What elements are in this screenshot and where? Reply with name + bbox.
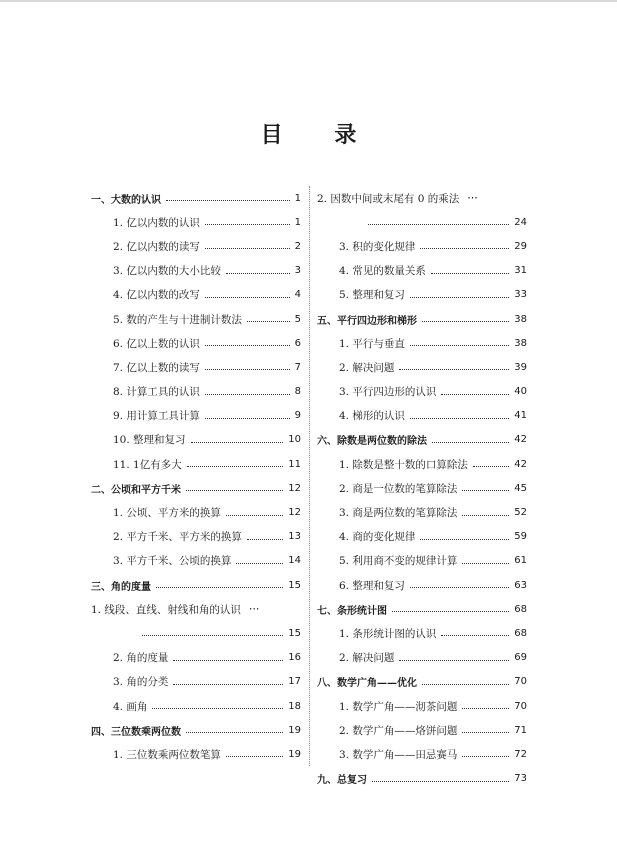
toc-entry-label: 2. 平方千米、平方米的换算 bbox=[113, 531, 242, 544]
toc-entry-label: 六、除数是两位数的除法 bbox=[317, 436, 427, 448]
toc-leader-dots bbox=[236, 562, 283, 564]
toc-leader-dots bbox=[441, 634, 509, 636]
toc-leader-dots bbox=[173, 683, 283, 685]
toc-page-number: 70 bbox=[514, 700, 527, 712]
toc-entry-label: 8. 计算工具的认识 bbox=[113, 386, 200, 399]
toc-page-number: 15 bbox=[288, 627, 301, 639]
toc-section-entry[interactable] bbox=[317, 646, 527, 670]
toc-page-number: 42 bbox=[514, 434, 527, 446]
toc-entry-label: 五、平行四边形和梯形 bbox=[317, 315, 417, 327]
toc-entry-label: 八、数学广角——优化 bbox=[317, 678, 417, 690]
toc-leader-dots bbox=[462, 514, 509, 516]
toc-page-number: 14 bbox=[288, 555, 301, 567]
toc-section-entry[interactable] bbox=[317, 694, 527, 718]
toc-leader-continued: ⋯ bbox=[248, 603, 261, 616]
toc-section-entry[interactable] bbox=[91, 283, 301, 307]
toc-entry-label: 5. 利用商不变的规律计算 bbox=[339, 555, 458, 568]
toc-leader-dots bbox=[462, 755, 509, 757]
toc-leader-dots bbox=[420, 247, 509, 249]
toc-page-number: 6 bbox=[294, 337, 301, 349]
toc-entry-label: 1. 数学广角——沏茶问题 bbox=[339, 700, 458, 713]
toc-chapter-entry[interactable] bbox=[317, 767, 527, 791]
toc-page-number: 72 bbox=[514, 748, 527, 760]
toc-section-entry[interactable] bbox=[317, 380, 527, 404]
toc-section-entry[interactable] bbox=[317, 452, 527, 476]
toc-page-number: 10 bbox=[288, 434, 301, 446]
toc-section-entry[interactable] bbox=[317, 186, 527, 210]
toc-page-number: 70 bbox=[514, 676, 527, 688]
toc-page-number: 71 bbox=[514, 724, 527, 736]
toc-page-number: 42 bbox=[514, 458, 527, 470]
toc-entry-label: 2. 角的度量 bbox=[113, 652, 169, 665]
toc-entry-label: 5. 数的产生与十进制计数法 bbox=[113, 313, 242, 326]
toc-leader-dots bbox=[226, 755, 283, 757]
toc-entry-label: 1. 三位数乘两位数笔算 bbox=[113, 748, 221, 761]
toc-section-entry[interactable] bbox=[91, 331, 301, 355]
toc-entry-label: 11. 1亿有多大 bbox=[113, 458, 182, 471]
toc-entry-label: 三、角的度量 bbox=[91, 581, 151, 593]
toc-leader-dots bbox=[205, 247, 290, 249]
toc-section-entry[interactable] bbox=[91, 597, 301, 621]
toc-page-number: 2 bbox=[294, 240, 301, 252]
toc-section-entry[interactable] bbox=[91, 259, 301, 283]
toc-leader-dots bbox=[173, 659, 283, 661]
toc-chapter-entry[interactable] bbox=[91, 476, 301, 500]
toc-entry-label: 1. 除数是整十数的口算除法 bbox=[339, 458, 468, 471]
toc-leader-dots bbox=[205, 344, 290, 346]
toc-page-number: 68 bbox=[514, 627, 527, 639]
toc-leader-dots bbox=[410, 344, 509, 346]
toc-page-number: 19 bbox=[288, 748, 301, 760]
toc-page-number: 12 bbox=[288, 482, 301, 494]
toc-entry-label: 3. 平方千米、公顷的换算 bbox=[113, 555, 232, 568]
toc-entry-label: 2. 数学广角——烙饼问题 bbox=[339, 724, 458, 737]
toc-page-number: 4 bbox=[294, 289, 301, 301]
toc-leader-dots bbox=[247, 538, 283, 540]
toc-entry-label: 1. 亿以内数的认识 bbox=[113, 216, 200, 229]
toc-entry-label: 5. 整理和复习 bbox=[339, 289, 405, 302]
toc-leader-dots bbox=[205, 223, 290, 225]
toc-page-number: 45 bbox=[514, 482, 527, 494]
toc-chapter-entry[interactable] bbox=[317, 597, 527, 621]
toc-page-number: 12 bbox=[288, 507, 301, 519]
toc-page-number: 15 bbox=[288, 579, 301, 591]
toc-page-number: 31 bbox=[514, 265, 527, 277]
toc-entry-label: 4. 画角 bbox=[113, 700, 148, 713]
toc-leader-dots bbox=[205, 368, 290, 370]
toc-entry-label: 2. 商是一位数的笔算除法 bbox=[339, 482, 458, 495]
toc-chapter-entry[interactable] bbox=[317, 670, 527, 694]
toc-leader-dots bbox=[186, 731, 283, 733]
toc-page-number: 24 bbox=[514, 216, 527, 228]
toc-page-number: 38 bbox=[514, 313, 527, 325]
toc-leader-dots bbox=[422, 683, 509, 685]
toc-leader-dots bbox=[186, 489, 283, 491]
toc-page-number: 1 bbox=[294, 216, 301, 228]
toc-entry-label: 6. 亿以上数的认识 bbox=[113, 337, 200, 350]
toc-entry-label: 4. 梯形的认识 bbox=[339, 410, 405, 423]
toc-section-entry[interactable] bbox=[91, 549, 301, 573]
toc-entry-label: 七、条形统计图 bbox=[317, 605, 387, 617]
toc-page-number: 40 bbox=[514, 386, 527, 398]
toc-entry-label: 2. 解决问题 bbox=[339, 361, 395, 374]
toc-page-number: 33 bbox=[514, 289, 527, 301]
toc-leader-dots bbox=[205, 296, 290, 298]
toc-section-entry[interactable] bbox=[317, 742, 527, 766]
toc-leader-dots bbox=[191, 441, 284, 443]
toc-leader-dots bbox=[431, 272, 509, 274]
toc-right-column bbox=[317, 186, 527, 791]
toc-page-number: 29 bbox=[514, 240, 527, 252]
toc-entry-label: 7. 亿以上数的读写 bbox=[113, 361, 200, 374]
toc-leader-dots bbox=[410, 296, 509, 298]
toc-leader-dots bbox=[226, 272, 290, 274]
toc-leader-dots bbox=[420, 538, 509, 540]
toc-leader-dots bbox=[142, 634, 283, 636]
toc-page-number: 63 bbox=[514, 579, 527, 591]
toc-entry-label: 1. 公顷、平方米的换算 bbox=[113, 507, 221, 520]
toc-leader-dots bbox=[187, 465, 284, 467]
page-top-border bbox=[0, 0, 617, 2]
toc-chapter-entry[interactable] bbox=[317, 428, 527, 452]
toc-leader-dots bbox=[399, 659, 509, 661]
toc-entry-continuation[interactable] bbox=[91, 621, 301, 645]
toc-page-number: 59 bbox=[514, 531, 527, 543]
toc-page-number: 17 bbox=[288, 676, 301, 688]
toc-leader-dots bbox=[432, 441, 509, 443]
toc-entry-label: 四、三位数乘两位数 bbox=[91, 726, 181, 738]
toc-page-number: 9 bbox=[294, 410, 301, 422]
toc-page-number: 19 bbox=[288, 724, 301, 736]
toc-page-number: 11 bbox=[288, 458, 301, 470]
toc-section-entry[interactable] bbox=[317, 234, 527, 258]
toc-section-entry[interactable] bbox=[91, 307, 301, 331]
toc-page-number: 38 bbox=[514, 337, 527, 349]
toc-leader-dots bbox=[410, 417, 509, 419]
toc-entry-label: 3. 角的分类 bbox=[113, 676, 169, 689]
toc-entry-label: 3. 商是两位数的笔算除法 bbox=[339, 507, 458, 520]
toc-entry-label: 3. 亿以内数的大小比较 bbox=[113, 265, 221, 278]
toc-section-entry[interactable] bbox=[317, 500, 527, 524]
toc-entry-label: 二、公顷和平方千米 bbox=[91, 484, 181, 496]
toc-leader-continued: ⋯ bbox=[467, 192, 479, 205]
toc-section-entry[interactable] bbox=[91, 742, 301, 766]
toc-page-number: 69 bbox=[514, 652, 527, 664]
toc-entry-label: 一、大数的认识 bbox=[91, 194, 161, 206]
toc-entry-label: 6. 整理和复习 bbox=[339, 579, 405, 592]
toc-section-entry[interactable] bbox=[91, 234, 301, 258]
toc-section-entry[interactable] bbox=[91, 525, 301, 549]
toc-section-entry[interactable] bbox=[91, 500, 301, 524]
toc-section-entry[interactable] bbox=[317, 283, 527, 307]
toc-section-entry[interactable] bbox=[317, 259, 527, 283]
toc-left-column bbox=[91, 186, 301, 767]
toc-section-entry[interactable] bbox=[91, 355, 301, 379]
toc-entry-label: 2. 亿以内数的读写 bbox=[113, 240, 200, 253]
toc-leader-dots bbox=[462, 489, 509, 491]
toc-page-number: 1 bbox=[294, 192, 301, 204]
toc-section-entry[interactable] bbox=[317, 718, 527, 742]
toc-leader-dots bbox=[368, 223, 509, 225]
toc-page-number: 13 bbox=[288, 531, 301, 543]
toc-entry-label: 1. 平行与垂直 bbox=[339, 337, 405, 350]
toc-leader-dots bbox=[422, 320, 509, 322]
toc-leader-dots bbox=[156, 586, 283, 588]
toc-page-number: 52 bbox=[514, 507, 527, 519]
toc-leader-dots bbox=[205, 417, 290, 419]
toc-chapter-entry[interactable] bbox=[91, 573, 301, 597]
toc-section-entry[interactable] bbox=[91, 210, 301, 234]
toc-page-number: 3 bbox=[294, 265, 301, 277]
toc-leader-dots bbox=[462, 562, 509, 564]
toc-leader-dots bbox=[462, 731, 509, 733]
toc-leader-dots bbox=[392, 610, 509, 612]
toc-leader-dots bbox=[152, 707, 283, 709]
toc-page-number: 16 bbox=[288, 652, 301, 664]
toc-entry-label: 3. 平行四边形的认识 bbox=[339, 386, 437, 399]
toc-section-entry[interactable] bbox=[317, 525, 527, 549]
toc-section-entry[interactable] bbox=[91, 646, 301, 670]
toc-section-entry[interactable] bbox=[317, 404, 527, 428]
toc-leader-dots bbox=[247, 320, 290, 322]
toc-leader-dots bbox=[410, 586, 509, 588]
toc-leader-dots bbox=[441, 393, 509, 395]
toc-page-number: 39 bbox=[514, 361, 527, 373]
page-title: 目 录 bbox=[260, 123, 379, 148]
toc-entry-label: 九、总复习 bbox=[317, 775, 367, 787]
toc-section-entry[interactable] bbox=[91, 694, 301, 718]
toc-section-entry[interactable] bbox=[317, 476, 527, 500]
toc-leader-dots bbox=[166, 199, 290, 201]
toc-entry-label: 3. 积的变化规律 bbox=[339, 240, 416, 253]
toc-leader-dots bbox=[372, 780, 509, 782]
toc-chapter-entry[interactable] bbox=[91, 186, 301, 210]
toc-entry-label: 10. 整理和复习 bbox=[113, 434, 186, 447]
toc-entry-label: 1. 线段、直线、射线和角的认识 bbox=[91, 603, 241, 616]
toc-chapter-entry[interactable] bbox=[91, 718, 301, 742]
toc-section-entry[interactable] bbox=[91, 452, 301, 476]
toc-entry-continuation[interactable] bbox=[317, 210, 527, 234]
toc-section-entry[interactable] bbox=[91, 380, 301, 404]
toc-page-number: 5 bbox=[294, 313, 301, 325]
toc-entry-label: 4. 商的变化规律 bbox=[339, 531, 416, 544]
toc-chapter-entry[interactable] bbox=[317, 307, 527, 331]
toc-page-number: 41 bbox=[514, 410, 527, 422]
toc-section-entry[interactable] bbox=[317, 549, 527, 573]
toc-leader-dots bbox=[226, 514, 283, 516]
toc-section-entry[interactable] bbox=[317, 331, 527, 355]
toc-page-number: 61 bbox=[514, 555, 527, 567]
toc-section-entry[interactable] bbox=[317, 355, 527, 379]
toc-leader-dots bbox=[462, 707, 509, 709]
toc-entry-label: 1. 条形统计图的认识 bbox=[339, 627, 437, 640]
toc-page-number: 73 bbox=[514, 773, 527, 785]
toc-entry-label: 9. 用计算工具计算 bbox=[113, 410, 200, 423]
toc-section-entry[interactable] bbox=[91, 428, 301, 452]
toc-entry-label: 2. 解决问题 bbox=[339, 652, 395, 665]
toc-section-entry[interactable] bbox=[91, 670, 301, 694]
toc-page-number: 8 bbox=[294, 386, 301, 398]
toc-page-number: 18 bbox=[288, 700, 301, 712]
toc-entry-label: 3. 数学广角——田忌赛马 bbox=[339, 748, 458, 761]
toc-page-number: 68 bbox=[514, 603, 527, 615]
toc-leader-dots bbox=[399, 368, 509, 370]
toc-entry-label: 4. 常见的数量关系 bbox=[339, 265, 426, 278]
toc-leader-dots bbox=[473, 465, 509, 467]
toc-page-number: 7 bbox=[294, 361, 301, 373]
column-divider bbox=[309, 186, 310, 766]
toc-leader-dots bbox=[205, 393, 290, 395]
toc-section-entry[interactable] bbox=[317, 621, 527, 645]
toc-entry-label: 2. 因数中间或末尾有 0 的乘法 bbox=[317, 192, 460, 205]
toc-entry-label: 4. 亿以内数的改写 bbox=[113, 289, 200, 302]
toc-section-entry[interactable] bbox=[91, 404, 301, 428]
toc-section-entry[interactable] bbox=[317, 573, 527, 597]
